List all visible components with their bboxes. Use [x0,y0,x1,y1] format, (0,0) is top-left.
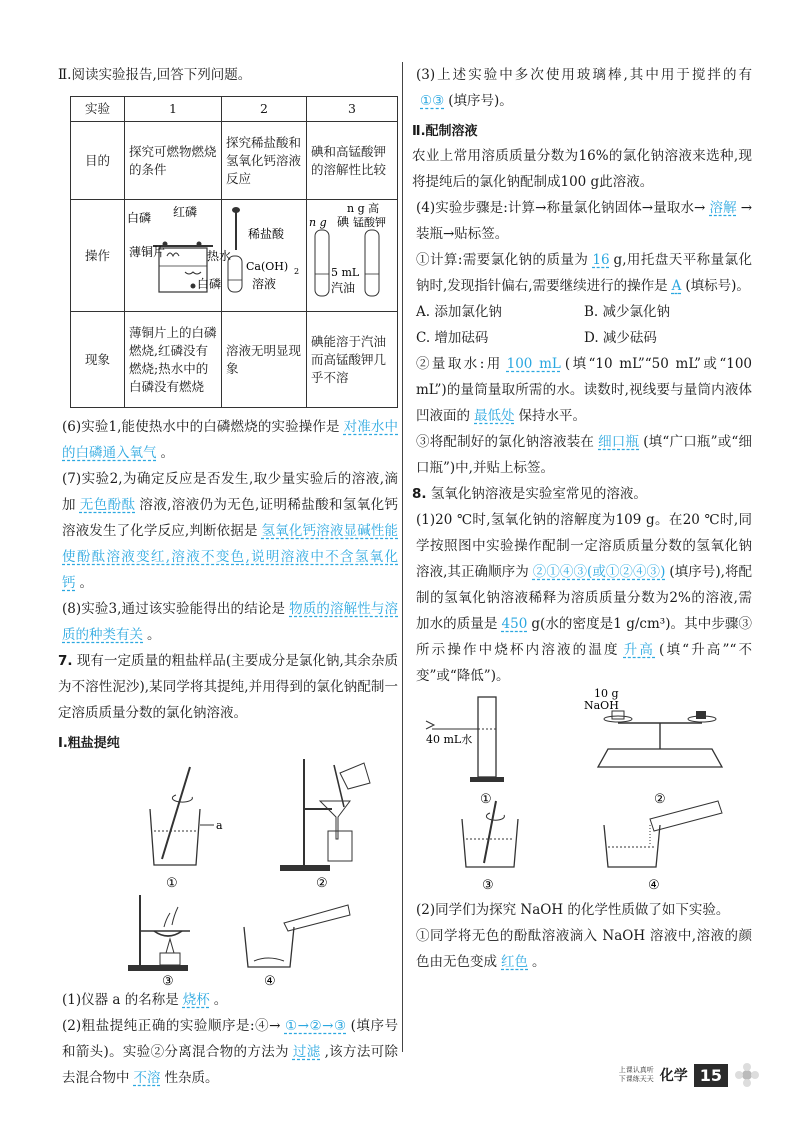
table-header: 1 [125,97,222,122]
dissolving-diagram [244,905,350,989]
table-row [71,312,398,408]
table-cell: 薄铜片上的白磷燃烧,红磷没有燃烧;热水中的白磷没有燃烧 [125,312,222,408]
answer-field: ①→②→③ [284,1018,347,1034]
figure-number: ③ [482,878,494,893]
answer-field: 最低处 [474,408,515,424]
question-8: (8)实验3,通过该实验能得出的结论是 物质的溶解性与溶质的种类有关 。 [62,601,399,643]
label-naoh: NaOH [584,699,619,712]
balance-diagram [584,687,722,807]
table-header: 2 [222,97,307,122]
table-cell: 探究稀盐酸和氢氧化钙溶液反应 [222,122,307,200]
label-caoh-sub: 2 [294,267,300,276]
table-header-row [71,97,398,122]
label-tongpian: 薄铜片 [129,245,166,259]
page-footer [619,1062,760,1088]
answer-field: A [671,278,682,294]
table-cell: 碘和高锰酸钾的溶解性比较 [307,122,398,200]
section-title: Ⅰ.粗盐提纯 [58,736,120,751]
answer-field: 450 [501,616,528,632]
table-cell: 探究可燃物燃烧的条件 [125,122,222,200]
section-title: Ⅱ.配制溶液 [412,124,478,139]
answer-field: 物质的溶解性与溶质的种类有关 [62,601,399,643]
answer-field: 升高 [623,642,656,658]
answer-field: ①③ [420,93,445,109]
figure-number: ② [316,876,328,891]
cylinder-diagram [426,697,504,807]
combustion-apparatus-figure [125,200,232,306]
label-mengsuanjia: 锰酸钾 [353,216,386,229]
calc-step: ①计算:需要氯化钠的质量为 16 g,用托盘天平称量氯化钠时,发现指针偏右,需要继续进行的操作是 A (填标号)。 [416,252,752,294]
table-row [71,122,398,200]
problem-number: 8. [412,486,427,502]
table-cell: 溶液无明显现象 [222,312,307,408]
option-a: A. 添加氯化钠 [416,304,502,320]
question-6: (6)实验1,能使热水中的白磷燃烧的实验操作是 对准水中的白磷通入氧气 。 [62,419,398,461]
label-water: 40 mL水 [426,733,473,746]
row-label: 操作 [71,200,125,312]
pouring-diagram [604,801,722,893]
figure-number: ① [480,792,492,807]
slogan: 上课认真听 下课练天天 [618,1066,654,1083]
problem-7-q2: (2)粗盐提纯正确的实验顺序是:④→ ①→②→③ (填序号和箭头)。实验②分离混合物的方法为 过滤 ,该方法可除去混合物中 不溶 性杂质。 [62,1018,399,1086]
option-b: B. 减少氯化钠 [584,304,671,320]
problem-8-q2: (2)同学们为探究 NaOH 的化学性质做了如下实验。 [416,902,730,918]
label-a: a [216,819,223,832]
problem-8-q1: (1)20 ℃时,氢氧化钠的溶解度为109 g。在20 ℃时,同学按照图中实验操作配制一定溶质质量分数的氢氧化钠溶液,其正确顺序为 ②①④③(或①②④③) (填序号),将配制的氢氧化钠溶液稀释为溶质质量分数为2%的溶液,需加水的质量是 450 g(水的密度是1 g/cm³)。其中步骤③所示操作中烧杯内溶液的温度 升高 (填“升高”“不变”或“降低”)。 [416,512,753,684]
label-qiyou: 汽油 [331,281,356,295]
table-row [71,200,398,312]
column-divider [402,62,403,1052]
problem-8: 8. 氢氧化钠溶液是实验室常见的溶液。 [412,486,647,502]
solubility-apparatus-figure [307,200,397,306]
answer-field: 氢氧化钙溶液显碱性能使酚酞溶液变红,溶液不变色,说明溶液中不含氢氧化钙 [62,523,398,591]
answer-field: 烧杯 [182,992,210,1008]
filtration-diagram [280,759,370,891]
option-c: C. 增加砝码 [416,330,489,346]
row-label: 现象 [71,312,125,408]
answer-field: 过滤 [292,1044,321,1060]
naoh-preparation-figure [412,689,752,897]
figure-number: ④ [264,974,276,989]
neutralization-apparatus-figure [222,200,306,306]
answer-field: 红色 [501,954,528,970]
answer-field: 溶解 [709,200,737,216]
evaporation-diagram [128,895,190,989]
figure-number: ④ [648,878,660,893]
label-rongye: 溶液 [252,277,277,291]
label-caoh: Ca(OH) [246,260,289,273]
answer-field: ②①④③(或①②④③) [532,564,666,580]
label-ng: n g [309,216,327,229]
option-d: D. 减少砝码 [584,330,657,346]
table-cell-figure [125,200,232,312]
table-header: 实验 [71,97,125,122]
answer-field: 不溶 [133,1070,161,1086]
label-acid: 稀盐酸 [248,227,285,241]
answer-field: 16 [592,252,610,268]
bottle-step: ③将配制好的氯化钠溶液装在 细口瓶 (填“广口瓶”或“细口瓶”)中,并贴上标签。 [416,434,752,476]
table-cell: 碘能溶于汽油而高锰酸钾几乎不溶 [307,312,398,408]
label-dian: 碘 [337,215,350,229]
problem-8-q2a: ①同学将无色的酚酞溶液滴入 NaOH 溶液中,溶液的颜色由无色变成 红色 。 [416,928,752,970]
salt-purification-figure [58,755,398,987]
problem-7: 7. 现有一定质量的粗盐样品(主要成分是氯化钠,其余杂质为不溶性泥沙),某同学将其提纯,并用得到的氯化钠配制一定溶质质量分数的氯化钠溶液。 [58,653,398,721]
question-7: (7)实验2,为确定反应是否发生,取少量实验后的溶液,滴加 无色酚酞 溶液,溶液仍为无色,证明稀盐酸和氢氧化钙溶液发生了化学反应,判断依据是 氢氧化钙溶液显碱性能使酚酞溶液变红,溶液不变色,说明溶液中不含氢氧化钙 。 [62,471,398,591]
label-bailin: 白磷 [127,211,152,225]
subject-label: 化学 [659,1068,688,1084]
problem-number: 7. [58,653,73,669]
page-number: 15 [694,1064,728,1087]
section-intro: Ⅱ.阅读实验报告,回答下列问题。 [58,67,252,83]
problem-7-q4: (4)实验步骤是:计算→称量氯化钠固体→量取水→ 溶解 →装瓶→贴标签。 [416,200,753,242]
label-ng-high: n g 高 [347,202,380,215]
figure-number: ① [166,876,178,891]
experiment-table [70,96,398,408]
table-cell-figure [307,200,398,312]
answer-field: 细口瓶 [598,434,640,450]
table-cell-figure [222,200,307,312]
right-column [412,62,752,975]
answer-field: 100 mL [506,356,561,372]
figure-number: ③ [162,974,174,989]
label-reshui: 热水 [207,249,232,263]
label-5ml: 5 mL [331,266,360,279]
label-bailin2: 白磷 [197,277,222,291]
table-header: 3 [307,97,398,122]
label-mass: 10 g [594,687,619,700]
problem-7-q1: (1)仪器 a 的名称是 烧杯 。 [62,992,228,1008]
measure-step: ②量取水:用 100 mL (填“10 mL”“50 mL”或“100 mL”)的量筒量取所需的水。读数时,视线要与量筒内液体凹液面的 最低处 保持水平。 [416,356,752,424]
option-list [412,299,752,351]
beaker-stirring-diagram [150,767,223,891]
answer-field: 无色酚酞 [79,497,136,513]
decorative-flower-icon [734,1062,760,1088]
figure-number: ② [654,792,666,807]
answer-field: 对准水中的白磷通入氧气 [62,419,398,461]
label-honglin: 红磷 [173,205,198,219]
problem-7-q3: (3)上述实验中多次使用玻璃棒,其中用于搅拌的有①③ (填序号)。 [416,67,752,109]
left-column [58,62,398,1091]
beaker-stirring-diagram [462,801,518,893]
row-label: 目的 [71,122,125,200]
section-text: 农业上常用溶质质量分数为16%的氯化钠溶液来选种,现将提纯后的氯化钠配制成100 g此溶液。 [412,148,752,190]
